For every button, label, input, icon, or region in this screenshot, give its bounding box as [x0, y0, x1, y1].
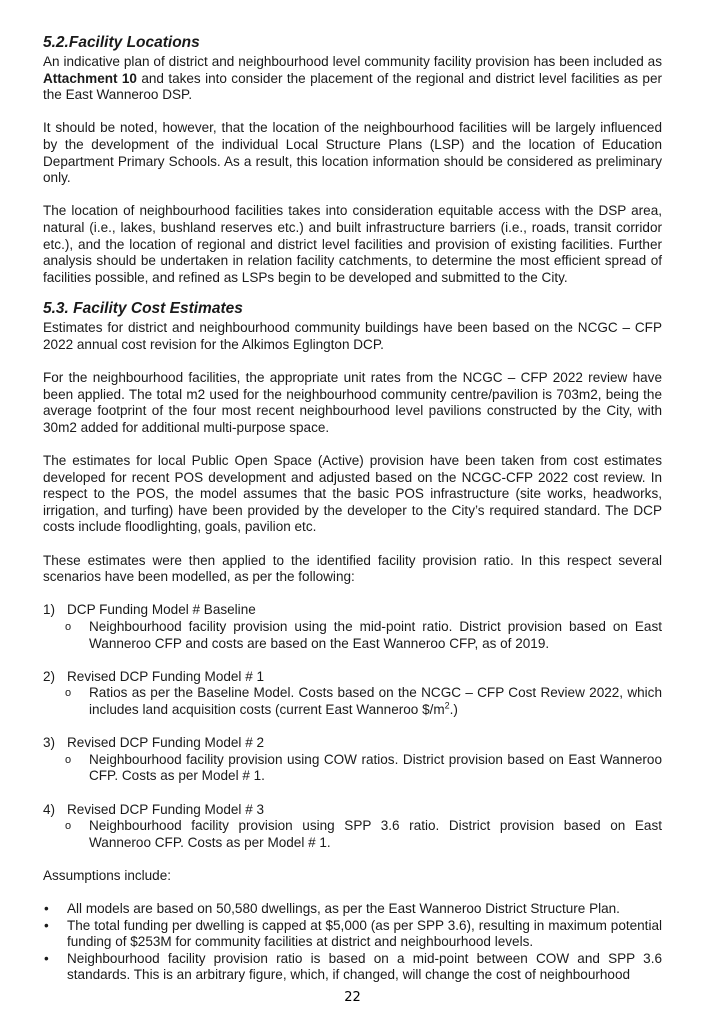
- list-number: 1): [43, 602, 56, 618]
- sub-list-item: [43, 685, 662, 718]
- section-5-3-paragraph-2: For the neighbourhood facilities, the appropriate unit rates from the NCGC – CFP 2022 review have been applied. The total m2 used for the neighbourhood community centre/pavilion is 703m2, being the average footprint of the four most recent neighbourhood level pavilions constructed by the City, with 30m2 added for additional multi-purpose space.: [43, 370, 662, 435]
- model-title: DCP Funding Model # Baseline: [67, 602, 256, 618]
- assumption-text: The total funding per dwelling is capped at $5,000 (as per SPP 3.6), resulting in maximum potential funding of $253M for community facilities at district and neighbourhood levels.: [67, 917, 662, 950]
- list-number: 3): [43, 735, 56, 751]
- attachment-reference: Attachment 10: [43, 70, 137, 86]
- section-5-2-paragraph-1: [43, 54, 662, 104]
- model-title: Revised DCP Funding Model # 1: [67, 668, 265, 684]
- model-detail: Neighbourhood facility provision using SPP 3.6 ratio. District provision based on East Wanneroo CFP. Costs as per Model # 1.: [89, 818, 662, 850]
- assumptions-heading: Assumptions include:: [43, 867, 172, 883]
- circle-bullet-icon: o: [65, 621, 72, 633]
- section-5-2-paragraph-2: It should be noted, however, that the location of the neighbourhood facilities will be largely influenced by the development of the individual Local Structure Plans (LSP) and the location of Education Department Primary Schools. As a result, this location information should be considered as preliminary only.: [43, 120, 662, 186]
- list-item: [43, 951, 662, 984]
- list-number: 2): [43, 668, 56, 684]
- assumptions-list: [43, 901, 662, 984]
- list-number: 4): [43, 801, 56, 817]
- assumption-text: All models are based on 50,580 dwellings, as per the East Wanneroo District Structure Plan.: [67, 901, 620, 917]
- model-title: Revised DCP Funding Model # 2: [67, 735, 265, 751]
- list-item: [43, 602, 662, 652]
- sub-list-item: [43, 818, 662, 851]
- section-5-2-heading: 5.2.Facility Locations: [43, 34, 200, 51]
- paragraph-text: An indicative plan of district and neighbourhood level community facility provision has been included as: [43, 54, 662, 69]
- model-detail: Neighbourhood facility provision using the mid-point ratio. District provision based on East Wanneroo CFP and costs are based on the East Wanneroo CFP, as of 2019.: [89, 619, 662, 651]
- section-5-3-paragraph-3: The estimates for local Public Open Space (Active) provision have been taken from cost estimates developed for recent POS development and adjusted based on the NCGC-CFP 2022 cost review. In respect to the POS, the model assumes that the basic POS infrastructure (site works, headworks, irrigation, and turfing) have been provided by the developer to the City’s required standard. The DCP costs include floodlighting, goals, pavilion etc.: [43, 453, 662, 535]
- list-item: [43, 918, 662, 951]
- list-item: [43, 901, 662, 918]
- bullet-icon: •: [44, 950, 49, 966]
- model-detail-tail: .): [449, 701, 458, 717]
- circle-bullet-icon: o: [65, 820, 72, 833]
- section-5-2-paragraph-3: The location of neighbourhood facilities takes into consideration equitable access with the DSP area, natural (i.e., lakes, bushland reserves etc.) and built infrastructure barriers (i.e., roads, transit corridor etc.), and the location of regional and district level facilities and provision of existing facilities. Further analysis should be undertaken in relation facility catchments, to determine the most efficient spread of facilities possible, and refined as LSPs begin to be developed and submitted to the City.: [43, 203, 662, 285]
- model-detail: Neighbourhood facility provision using COW ratios. District provision based on East Wanneroo CFP. Costs as per Model # 1.: [89, 751, 662, 784]
- page-number: 22: [344, 990, 361, 1005]
- paragraph-text: and takes into consider the placement of the regional and district level facilities as per the East Wanneroo DSP.: [43, 70, 662, 103]
- bullet-icon: •: [44, 917, 49, 933]
- list-item: [43, 735, 662, 785]
- list-item: [43, 669, 662, 719]
- section-5-3-paragraph-1: Estimates for district and neighbourhood community buildings have been based on the NCGC – CFP 2022 annual cost revision for the Alkimos Eglington DCP.: [43, 320, 662, 352]
- list-item: [43, 802, 662, 852]
- model-title: Revised DCP Funding Model # 3: [67, 801, 265, 817]
- model-detail: Ratios as per the Baseline Model. Costs based on the NCGC – CFP Cost Review 2022, which includes land acquisition costs (current East Wanneroo $/m: [89, 685, 662, 717]
- assumption-text: Neighbourhood facility provision ratio is based on a mid-point between COW and SPP 3.6 standards. This is an arbitrary figure, which, if changed, will change the cost of neighbourhood: [67, 950, 662, 983]
- funding-models-list: [43, 602, 662, 851]
- sub-list-item: [43, 752, 662, 785]
- bullet-icon: •: [44, 901, 49, 917]
- superscript: 2: [444, 700, 450, 711]
- sub-list-item: [43, 619, 662, 652]
- circle-bullet-icon: o: [65, 753, 72, 766]
- section-5-3-paragraph-4: These estimates were then applied to the identified facility provision ratio. In this respect several scenarios have been modelled, as per the following:: [43, 552, 662, 585]
- section-5-3-heading: 5.3. Facility Cost Estimates: [43, 300, 243, 318]
- circle-bullet-icon: o: [65, 687, 72, 700]
